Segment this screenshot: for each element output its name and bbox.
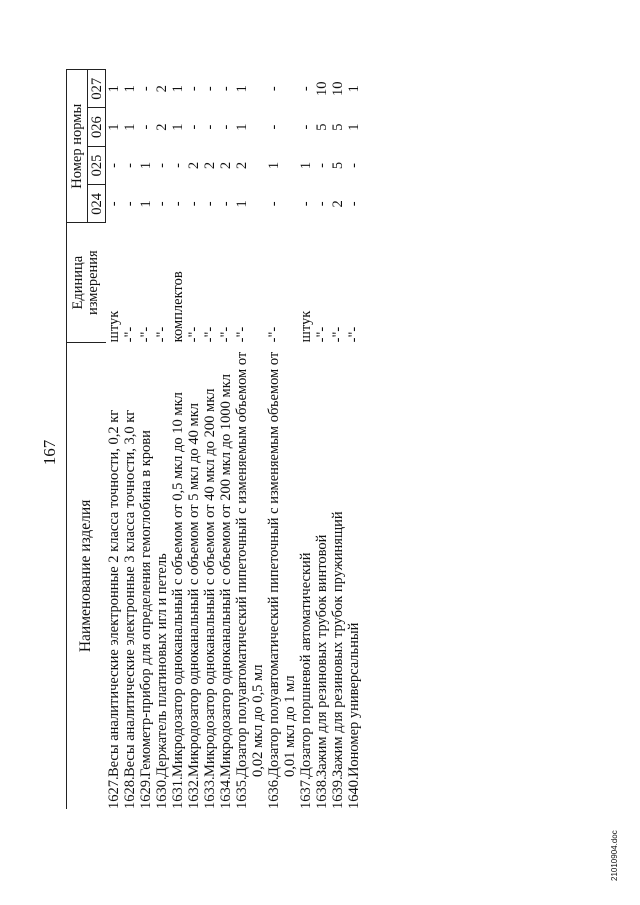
row-number: 1635. xyxy=(234,776,250,809)
row-norm-025: 2 xyxy=(202,161,218,170)
row-norm-026: - xyxy=(266,124,282,130)
row-norm-024: - xyxy=(346,201,362,207)
row-norm-024: 1 xyxy=(138,200,154,208)
row-number: 1638. xyxy=(314,776,330,809)
header-code-025: 025 xyxy=(88,146,106,184)
row-norm-025: 2 xyxy=(218,161,234,170)
table-row xyxy=(234,70,266,810)
row-norm-025: 1 xyxy=(266,161,282,170)
row-norm-027: - xyxy=(266,86,282,92)
row-norm-027: 1 xyxy=(234,85,250,93)
row-norm-026: 2 xyxy=(154,123,170,131)
row-name: Микродозатор одноканальный с объемом от 40 мкл до 200 мкл xyxy=(202,388,218,778)
row-norm-027: 1 xyxy=(122,85,138,93)
footer-note: 21010904.doc xyxy=(610,830,619,881)
row-norm-027: - xyxy=(298,86,314,92)
row-norm-024: 1 xyxy=(234,200,250,208)
header-name: Наименование изделия xyxy=(67,342,106,809)
row-number: 1628. xyxy=(122,776,138,809)
row-norm-025: - xyxy=(314,163,330,168)
row-norm-027: 2 xyxy=(154,85,170,93)
row-norm-026: 1 xyxy=(170,123,186,131)
header-norm: Номер нормы xyxy=(67,70,88,223)
row-norm-024: - xyxy=(154,201,170,207)
row-number: 1640. xyxy=(346,776,362,809)
row-norm-024: - xyxy=(186,201,202,207)
row-norm-024: - xyxy=(218,201,234,207)
row-norm-027: - xyxy=(138,86,154,92)
table-row xyxy=(218,70,234,810)
row-name: Зажим для резиновых трубок винтовой xyxy=(314,534,330,778)
row-number: 1632. xyxy=(186,776,202,809)
row-number: 1637. xyxy=(298,776,314,809)
table-row xyxy=(106,70,123,810)
header-code-026: 026 xyxy=(88,108,106,146)
row-norm-024: 2 xyxy=(330,200,346,208)
row-unit: -"- xyxy=(266,326,282,343)
table-row xyxy=(154,70,170,810)
page-number: 167 xyxy=(40,439,59,466)
table-row xyxy=(186,70,202,810)
row-norm-027: - xyxy=(218,86,234,92)
row-norm-025: - xyxy=(346,163,362,168)
row-norm-027: 1 xyxy=(106,85,122,93)
row-norm-026: 1 xyxy=(122,123,138,131)
row-unit: -"- xyxy=(154,326,170,343)
row-norm-026: 1 xyxy=(234,123,250,131)
row-norm-025: - xyxy=(170,163,186,168)
row-norm-027: - xyxy=(186,86,202,92)
row-norm-026: - xyxy=(202,124,218,130)
row-norm-024: - xyxy=(122,201,138,207)
row-norm-025: - xyxy=(122,163,138,168)
row-name: Весы аналитические электронные 3 класса точности, 3,0 кг xyxy=(122,409,138,778)
row-unit: штук xyxy=(298,310,314,343)
row-norm-026: 5 xyxy=(314,123,330,131)
row-unit: -"- xyxy=(234,326,250,343)
row-name: Микродозатор одноканальный с объемом от 5 мкл до 40 мкл xyxy=(186,403,202,778)
row-norm-024: - xyxy=(298,201,314,207)
row-name: Микродозатор одноканальный с объемом от 0,5 мкл до 10 мкл xyxy=(170,392,186,778)
row-unit: -"- xyxy=(186,326,202,343)
row-norm-025: 1 xyxy=(298,161,314,170)
header-unit-line1: Единица xyxy=(70,255,87,310)
row-norm-026: 1 xyxy=(346,123,362,131)
row-norm-025: 1 xyxy=(138,161,154,170)
row-number: 1627. xyxy=(105,776,122,809)
table-row xyxy=(138,70,154,810)
row-norm-025: 2 xyxy=(186,161,202,170)
row-norm-025: 2 xyxy=(234,161,250,170)
row-name: Дозатор поршневой автоматический xyxy=(298,552,314,778)
row-norm-025: - xyxy=(154,163,170,168)
row-norm-025: 5 xyxy=(330,161,346,170)
row-unit: -"- xyxy=(122,326,138,343)
row-number: 1630. xyxy=(154,776,170,809)
header-code-027: 027 xyxy=(88,70,106,108)
row-norm-027: 10 xyxy=(330,81,346,96)
row-number: 1634. xyxy=(218,776,234,809)
row-norm-025: - xyxy=(106,163,122,168)
row-name: Держатель платиновых игл и петель xyxy=(154,553,170,778)
row-norm-026: - xyxy=(186,124,202,130)
row-name: Дозатор полуавтоматический пипеточный с изменяемым объемом от 0,02 мкл до 0,5 мл xyxy=(234,351,266,778)
row-norm-026: 5 xyxy=(330,123,346,131)
row-norm-024: - xyxy=(106,201,122,207)
header-code-024: 024 xyxy=(88,185,106,223)
header-unit xyxy=(67,223,106,342)
row-name: Микродозатор одноканальный с объемом от 200 мкл до 1000 мкл xyxy=(218,374,234,778)
row-norm-027: - xyxy=(202,86,218,92)
table-row xyxy=(266,70,298,810)
row-unit: -"- xyxy=(202,326,218,343)
row-unit: комплектов xyxy=(170,271,186,343)
row-norm-024: - xyxy=(266,201,282,207)
row-name: Дозатор полуавтоматический пипеточный с изменяемым объемом от 0,01 мкл до 1 мл xyxy=(266,351,298,778)
table-row xyxy=(298,70,314,810)
table-row xyxy=(202,70,218,810)
row-name: Зажим для резиновых трубок пружинящий xyxy=(330,511,346,778)
table-row xyxy=(122,70,138,810)
row-norm-024: - xyxy=(314,201,330,207)
row-number: 1636. xyxy=(266,776,282,809)
row-norm-026: 1 xyxy=(106,123,122,131)
header-unit-line2: измерения xyxy=(85,250,102,316)
row-norm-024: - xyxy=(170,201,186,207)
row-norm-026: - xyxy=(218,124,234,130)
items-table xyxy=(66,69,362,809)
row-unit: штук xyxy=(105,310,122,343)
table-row xyxy=(314,70,330,810)
table-row xyxy=(330,70,346,810)
table-row xyxy=(170,70,186,810)
row-norm-026: - xyxy=(138,124,154,130)
row-norm-027: 1 xyxy=(170,85,186,93)
row-number: 1629. xyxy=(138,776,154,809)
row-unit: -"- xyxy=(346,326,362,343)
row-number: 1631. xyxy=(170,776,186,809)
row-unit: -"- xyxy=(330,326,346,343)
row-unit: -"- xyxy=(138,326,154,343)
row-name: Гемометр-прибор для определения гемоглобина в крови xyxy=(138,430,154,778)
row-norm-024: - xyxy=(202,201,218,207)
row-name: Весы аналитические электронные 2 класса точности, 0,2 кг xyxy=(105,409,122,778)
row-number: 1633. xyxy=(202,776,218,809)
table-row xyxy=(346,70,362,810)
row-unit: -"- xyxy=(218,326,234,343)
row-name: Иономер универсальный xyxy=(346,622,362,778)
row-norm-026: - xyxy=(298,124,314,130)
row-norm-027: 1 xyxy=(346,85,362,93)
row-unit: -"- xyxy=(314,326,330,343)
row-norm-027: 10 xyxy=(314,81,330,96)
row-number: 1639. xyxy=(330,776,346,809)
